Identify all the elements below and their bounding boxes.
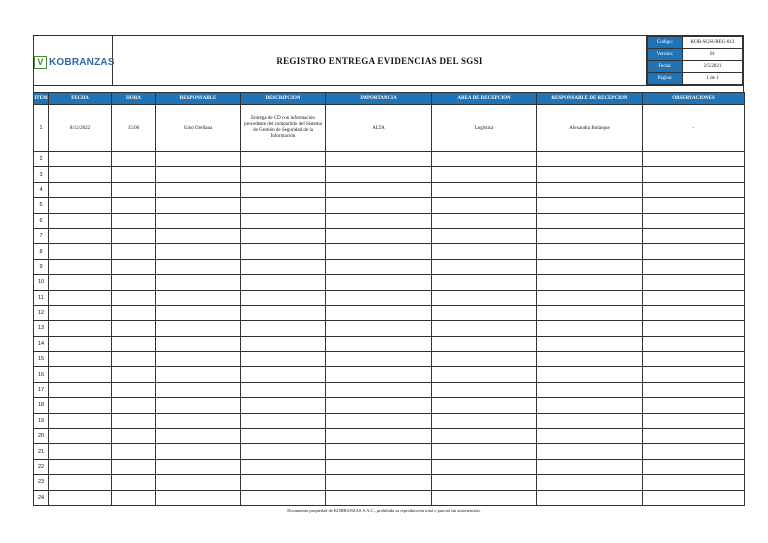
meta-key: Fecha: [648, 61, 683, 73]
cell-area [432, 228, 537, 243]
cell-hora [112, 475, 156, 490]
cell-responsable-recepcion [537, 244, 643, 259]
cell-importancia [326, 167, 432, 182]
cell-responsable-recepcion [537, 259, 643, 274]
meta-key: Página: [648, 73, 683, 85]
cell-descripcion [241, 490, 326, 505]
column-header: OBSERVACIONES [643, 93, 745, 105]
meta-row [648, 49, 743, 61]
cell-importancia [326, 444, 432, 459]
cell-fecha [49, 413, 112, 428]
cell-descripcion [241, 275, 326, 290]
logo-cell [34, 36, 113, 86]
cell-hora: 15:00 [112, 105, 156, 152]
cell-hora [112, 367, 156, 382]
cell-responsable-recepcion [537, 305, 643, 320]
table-row [34, 398, 745, 413]
table-row [34, 290, 745, 305]
cell-observaciones [643, 228, 745, 243]
cell-descripcion [241, 182, 326, 197]
cell-area [432, 213, 537, 228]
cell-importancia [326, 321, 432, 336]
cell-fecha [49, 444, 112, 459]
cell-fecha [49, 321, 112, 336]
cell-descripcion [241, 429, 326, 444]
cell-descripcion [241, 198, 326, 213]
document-title: REGISTRO ENTREGA EVIDENCIAS DEL SGSI [113, 36, 647, 86]
cell-responsable-recepcion [537, 367, 643, 382]
table-row [34, 182, 745, 197]
cell-responsable-recepcion [537, 275, 643, 290]
cell-fecha [49, 352, 112, 367]
cell-descripcion [241, 290, 326, 305]
cell-fecha [49, 382, 112, 397]
cell-responsable [156, 167, 241, 182]
header-table [33, 35, 744, 86]
table-row [34, 105, 745, 152]
cell-responsable-recepcion: Alexandra Bolarque [537, 105, 643, 152]
cell-responsable: Gino Orellana [156, 105, 241, 152]
cell-item: 19 [34, 413, 49, 428]
meta-row [648, 73, 743, 85]
table-header-row [34, 93, 745, 105]
column-header: AREA DE RECEPCION [432, 93, 537, 105]
meta-key: Version: [648, 49, 683, 61]
cell-observaciones [643, 398, 745, 413]
cell-importancia [326, 459, 432, 474]
cell-fecha [49, 459, 112, 474]
table-row [34, 429, 745, 444]
cell-hora [112, 444, 156, 459]
cell-observaciones [643, 413, 745, 428]
cell-fecha [49, 198, 112, 213]
cell-hora [112, 290, 156, 305]
cell-item: 15 [34, 352, 49, 367]
cell-responsable [156, 244, 241, 259]
cell-responsable [156, 198, 241, 213]
cell-item: 24 [34, 490, 49, 505]
footer-note: Documento propiedad de KOBRANZAS S.A.C., prohibida su reproducción total o parcial sin autorización. [287, 508, 481, 513]
cell-importancia [326, 382, 432, 397]
cell-fecha [49, 244, 112, 259]
cell-hora [112, 382, 156, 397]
cell-item: 1 [34, 105, 49, 152]
cell-item: 5 [34, 198, 49, 213]
cell-fecha [49, 182, 112, 197]
cell-hora [112, 321, 156, 336]
cell-item: 11 [34, 290, 49, 305]
cell-observaciones [643, 367, 745, 382]
cell-item: 6 [34, 213, 49, 228]
cell-fecha [49, 275, 112, 290]
cell-responsable-recepcion [537, 429, 643, 444]
cell-importancia [326, 413, 432, 428]
table-row [34, 228, 745, 243]
cell-importancia [326, 398, 432, 413]
cell-item: 18 [34, 398, 49, 413]
cell-area [432, 367, 537, 382]
column-header: RESPONSABLE [156, 93, 241, 105]
cell-responsable-recepcion [537, 413, 643, 428]
cell-responsable-recepcion [537, 321, 643, 336]
cell-fecha [49, 305, 112, 320]
cell-descripcion [241, 213, 326, 228]
cell-descripcion [241, 228, 326, 243]
meta-value: 1 de 1 [683, 73, 743, 85]
cell-importancia [326, 198, 432, 213]
cell-importancia [326, 367, 432, 382]
cell-descripcion [241, 152, 326, 167]
cell-responsable [156, 490, 241, 505]
cell-importancia [326, 244, 432, 259]
cell-hora [112, 336, 156, 351]
cell-descripcion [241, 321, 326, 336]
table-row [34, 336, 745, 351]
cell-hora [112, 305, 156, 320]
cell-responsable-recepcion [537, 198, 643, 213]
cell-observaciones [643, 382, 745, 397]
cell-hora [112, 152, 156, 167]
cell-area [432, 152, 537, 167]
cell-responsable-recepcion [537, 475, 643, 490]
cell-observaciones [643, 475, 745, 490]
column-header: FECHA [49, 93, 112, 105]
cell-responsable [156, 367, 241, 382]
cell-responsable [156, 182, 241, 197]
table-row [34, 259, 745, 274]
company-logo [34, 56, 115, 69]
cell-fecha [49, 367, 112, 382]
cell-hora [112, 459, 156, 474]
cell-observaciones [643, 321, 745, 336]
cell-hora [112, 198, 156, 213]
cell-fecha [49, 429, 112, 444]
table-row [34, 213, 745, 228]
column-header: RESPONSABLE DE RECEPCION [537, 93, 643, 105]
cell-item: 20 [34, 429, 49, 444]
cell-importancia [326, 305, 432, 320]
cell-descripcion [241, 475, 326, 490]
cell-hora [112, 244, 156, 259]
cell-fecha [49, 259, 112, 274]
cell-fecha [49, 167, 112, 182]
cell-importancia [326, 490, 432, 505]
cell-observaciones [643, 352, 745, 367]
cell-responsable [156, 275, 241, 290]
cell-fecha [49, 398, 112, 413]
cell-descripcion [241, 259, 326, 274]
cell-responsable-recepcion [537, 290, 643, 305]
cell-observaciones [643, 167, 745, 182]
cell-item: 3 [34, 167, 49, 182]
table-row [34, 167, 745, 182]
column-header: DESCRIPCION [241, 93, 326, 105]
cell-area [432, 244, 537, 259]
cell-importancia [326, 290, 432, 305]
cell-area [432, 321, 537, 336]
cell-responsable [156, 413, 241, 428]
cell-area [432, 198, 537, 213]
meta-value: 01 [683, 49, 743, 61]
table-row [34, 321, 745, 336]
cell-observaciones [643, 429, 745, 444]
cell-item: 16 [34, 367, 49, 382]
table-row [34, 382, 745, 397]
cell-responsable [156, 305, 241, 320]
cell-fecha [49, 152, 112, 167]
cell-responsable-recepcion [537, 213, 643, 228]
table-row [34, 198, 745, 213]
cell-responsable-recepcion [537, 152, 643, 167]
cell-responsable-recepcion [537, 228, 643, 243]
cell-fecha [49, 290, 112, 305]
cell-area [432, 490, 537, 505]
cell-fecha [49, 490, 112, 505]
cell-hora [112, 490, 156, 505]
cell-hora [112, 228, 156, 243]
table-row [34, 152, 745, 167]
table-row [34, 444, 745, 459]
cell-responsable [156, 336, 241, 351]
cell-item: 12 [34, 305, 49, 320]
cell-observaciones [643, 444, 745, 459]
cell-responsable [156, 444, 241, 459]
cell-hora [112, 275, 156, 290]
cell-item: 22 [34, 459, 49, 474]
logo-check-icon: V [34, 56, 47, 69]
cell-hora [112, 413, 156, 428]
evidence-table [33, 92, 745, 506]
cell-item: 9 [34, 259, 49, 274]
cell-item: 13 [34, 321, 49, 336]
meta-value: KOB-SGSI-REG-012 [683, 37, 743, 49]
cell-hora [112, 429, 156, 444]
cell-importancia [326, 475, 432, 490]
cell-area [432, 167, 537, 182]
cell-importancia: ALTA [326, 105, 432, 152]
table-row [34, 490, 745, 505]
cell-responsable [156, 321, 241, 336]
table-row [34, 459, 745, 474]
cell-item: 8 [34, 244, 49, 259]
table-row [34, 305, 745, 320]
cell-observaciones [643, 152, 745, 167]
cell-area [432, 398, 537, 413]
cell-observaciones [643, 290, 745, 305]
cell-descripcion [241, 305, 326, 320]
cell-importancia [326, 352, 432, 367]
cell-fecha [49, 213, 112, 228]
meta-row [648, 61, 743, 73]
cell-responsable-recepcion [537, 382, 643, 397]
cell-responsable [156, 429, 241, 444]
cell-area: Logistica [432, 105, 537, 152]
cell-area [432, 259, 537, 274]
cell-item: 10 [34, 275, 49, 290]
cell-responsable [156, 459, 241, 474]
table-row [34, 475, 745, 490]
cell-responsable [156, 398, 241, 413]
cell-descripcion [241, 413, 326, 428]
cell-area [432, 275, 537, 290]
cell-area [432, 305, 537, 320]
cell-observaciones [643, 459, 745, 474]
cell-item: 7 [34, 228, 49, 243]
cell-observaciones [643, 336, 745, 351]
cell-hora [112, 398, 156, 413]
cell-area [432, 459, 537, 474]
cell-item: 21 [34, 444, 49, 459]
cell-area [432, 444, 537, 459]
cell-fecha [49, 336, 112, 351]
cell-responsable-recepcion [537, 336, 643, 351]
cell-responsable-recepcion [537, 444, 643, 459]
cell-area [432, 382, 537, 397]
logo-text: KOBRANZAS [49, 56, 115, 68]
cell-area [432, 475, 537, 490]
cell-descripcion: Entrega de CD con información procedente del compartido del Sistema de Gestión de Seguridad de la Información [241, 105, 326, 152]
cell-item: 4 [34, 182, 49, 197]
cell-hora [112, 182, 156, 197]
cell-responsable-recepcion [537, 398, 643, 413]
cell-area [432, 429, 537, 444]
cell-descripcion [241, 167, 326, 182]
cell-descripcion [241, 352, 326, 367]
cell-hora [112, 259, 156, 274]
cell-descripcion [241, 444, 326, 459]
cell-responsable-recepcion [537, 167, 643, 182]
cell-responsable [156, 475, 241, 490]
cell-importancia [326, 182, 432, 197]
cell-area [432, 352, 537, 367]
cell-area [432, 182, 537, 197]
cell-area [432, 336, 537, 351]
cell-responsable [156, 382, 241, 397]
column-header: IMPORTANCIA [326, 93, 432, 105]
cell-observaciones [643, 490, 745, 505]
cell-importancia [326, 228, 432, 243]
cell-descripcion [241, 398, 326, 413]
cell-descripcion [241, 367, 326, 382]
cell-importancia [326, 259, 432, 274]
cell-responsable-recepcion [537, 182, 643, 197]
cell-responsable [156, 213, 241, 228]
cell-importancia [326, 336, 432, 351]
cell-hora [112, 352, 156, 367]
meta-key: Codigo: [648, 37, 683, 49]
cell-hora [112, 213, 156, 228]
table-row [34, 275, 745, 290]
cell-observaciones [643, 213, 745, 228]
cell-area [432, 413, 537, 428]
document-sheet [33, 35, 744, 506]
cell-observaciones [643, 182, 745, 197]
cell-importancia [326, 429, 432, 444]
cell-observaciones: - [643, 105, 745, 152]
cell-fecha [49, 228, 112, 243]
cell-importancia [326, 213, 432, 228]
table-row [34, 413, 745, 428]
cell-observaciones [643, 244, 745, 259]
meta-table [647, 36, 743, 85]
cell-descripcion [241, 382, 326, 397]
cell-importancia [326, 275, 432, 290]
cell-hora [112, 167, 156, 182]
meta-row [648, 37, 743, 49]
cell-item: 17 [34, 382, 49, 397]
meta-cell [647, 36, 744, 86]
cell-responsable [156, 352, 241, 367]
cell-responsable [156, 152, 241, 167]
cell-item: 23 [34, 475, 49, 490]
cell-descripcion [241, 336, 326, 351]
cell-observaciones [643, 275, 745, 290]
cell-item: 2 [34, 152, 49, 167]
cell-observaciones [643, 198, 745, 213]
cell-responsable-recepcion [537, 459, 643, 474]
cell-observaciones [643, 259, 745, 274]
meta-value: 2/5/2021 [683, 61, 743, 73]
table-row [34, 367, 745, 382]
column-header: ITEM [34, 93, 49, 105]
cell-descripcion [241, 459, 326, 474]
cell-importancia [326, 152, 432, 167]
cell-observaciones [643, 305, 745, 320]
cell-descripcion [241, 244, 326, 259]
cell-responsable-recepcion [537, 490, 643, 505]
cell-area [432, 290, 537, 305]
cell-responsable [156, 228, 241, 243]
table-row [34, 352, 745, 367]
table-row [34, 244, 745, 259]
cell-fecha [49, 475, 112, 490]
column-header: HORA [112, 93, 156, 105]
cell-responsable [156, 290, 241, 305]
cell-responsable [156, 259, 241, 274]
cell-item: 14 [34, 336, 49, 351]
cell-fecha: 8/12/2022 [49, 105, 112, 152]
cell-responsable-recepcion [537, 352, 643, 367]
